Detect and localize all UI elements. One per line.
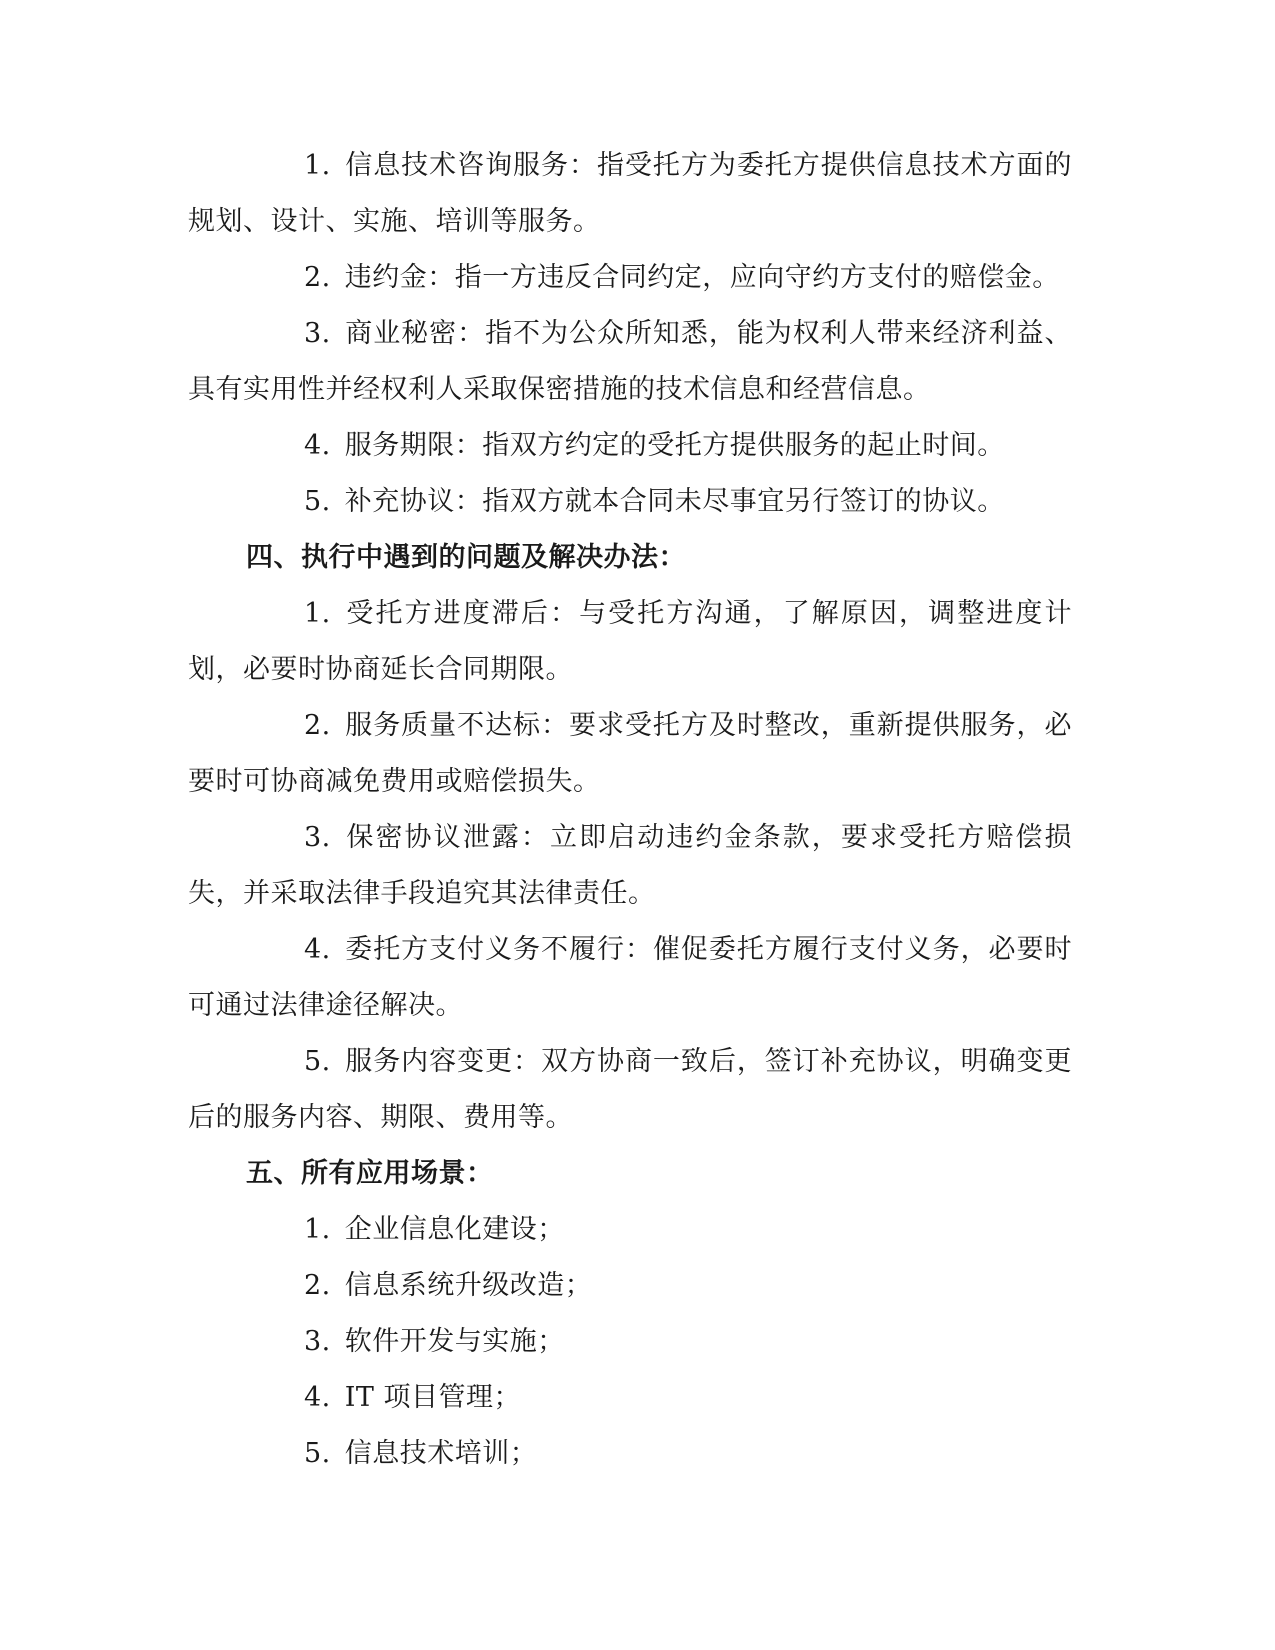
document-body bbox=[188, 138, 1072, 1482]
item-number: 3. bbox=[304, 822, 331, 853]
scenario-item-3 bbox=[188, 1314, 1072, 1370]
item-text: 商业秘密：指不为公众所知悉，能为权利人带来经济利益、具有实用性并经权利人采取保密措施的技术信息和经营信息。 bbox=[188, 318, 1072, 405]
item-number: 2. bbox=[304, 262, 331, 293]
section-heading-problems: 四、执行中遇到的问题及解决办法： bbox=[246, 542, 686, 573]
item-number: 5. bbox=[304, 1438, 331, 1469]
item-text: 企业信息化建设； bbox=[344, 1214, 565, 1245]
item-number: 1. bbox=[304, 1214, 331, 1245]
item-number: 5. bbox=[304, 1046, 331, 1077]
item-text: 信息技术培训； bbox=[344, 1438, 538, 1469]
item-text: 受托方进度滞后：与受托方沟通，了解原因，调整进度计划，必要时协商延长合同期限。 bbox=[188, 598, 1072, 685]
scenario-item-1 bbox=[188, 1202, 1072, 1258]
item-text: 委托方支付义务不履行：催促委托方履行支付义务，必要时可通过法律途径解决。 bbox=[188, 934, 1072, 1021]
item-text: 服务质量不达标：要求受托方及时整改，重新提供服务，必要时可协商减免费用或赔偿损失。 bbox=[188, 710, 1072, 797]
scenario-item-5 bbox=[188, 1426, 1072, 1482]
problem-item-5 bbox=[188, 1034, 1072, 1146]
item-text: 服务期限：指双方约定的受托方提供服务的起止时间。 bbox=[344, 430, 1005, 461]
scenario-item-2 bbox=[188, 1258, 1072, 1314]
item-number: 2. bbox=[304, 1270, 331, 1301]
problem-item-1 bbox=[188, 586, 1072, 698]
item-number: 1. bbox=[304, 598, 331, 629]
problem-item-4 bbox=[188, 922, 1072, 1034]
problem-item-2 bbox=[188, 698, 1072, 810]
definition-item-4 bbox=[188, 418, 1072, 474]
item-text: IT 项目管理； bbox=[344, 1382, 522, 1413]
item-number: 4. bbox=[304, 430, 331, 461]
definition-item-1 bbox=[188, 138, 1072, 250]
scenario-item-4 bbox=[188, 1370, 1072, 1426]
item-number: 3. bbox=[304, 1326, 331, 1357]
definition-item-3 bbox=[188, 306, 1072, 418]
definition-item-2 bbox=[188, 250, 1072, 306]
item-text: 信息系统升级改造； bbox=[344, 1270, 593, 1301]
item-text: 软件开发与实施； bbox=[344, 1326, 565, 1357]
item-text: 信息技术咨询服务：指受托方为委托方提供信息技术方面的规划、设计、实施、培训等服务。 bbox=[188, 150, 1072, 237]
item-number: 3. bbox=[304, 318, 331, 349]
item-text: 违约金：指一方违反合同约定，应向守约方支付的赔偿金。 bbox=[344, 262, 1060, 293]
item-text: 补充协议：指双方就本合同未尽事宜另行签订的协议。 bbox=[344, 486, 1005, 517]
item-number: 4. bbox=[304, 934, 331, 965]
item-number: 2. bbox=[304, 710, 331, 741]
item-number: 5. bbox=[304, 486, 331, 517]
definition-item-5 bbox=[188, 474, 1072, 530]
section-heading-scenarios: 五、所有应用场景： bbox=[246, 1158, 494, 1189]
item-text: 服务内容变更：双方协商一致后，签订补充协议，明确变更后的服务内容、期限、费用等。 bbox=[188, 1046, 1072, 1133]
item-number: 4. bbox=[304, 1382, 331, 1413]
problem-item-3 bbox=[188, 810, 1072, 922]
item-number: 1. bbox=[304, 150, 331, 181]
item-text: 保密协议泄露：立即启动违约金条款，要求受托方赔偿损失，并采取法律手段追究其法律责任。 bbox=[188, 822, 1072, 909]
